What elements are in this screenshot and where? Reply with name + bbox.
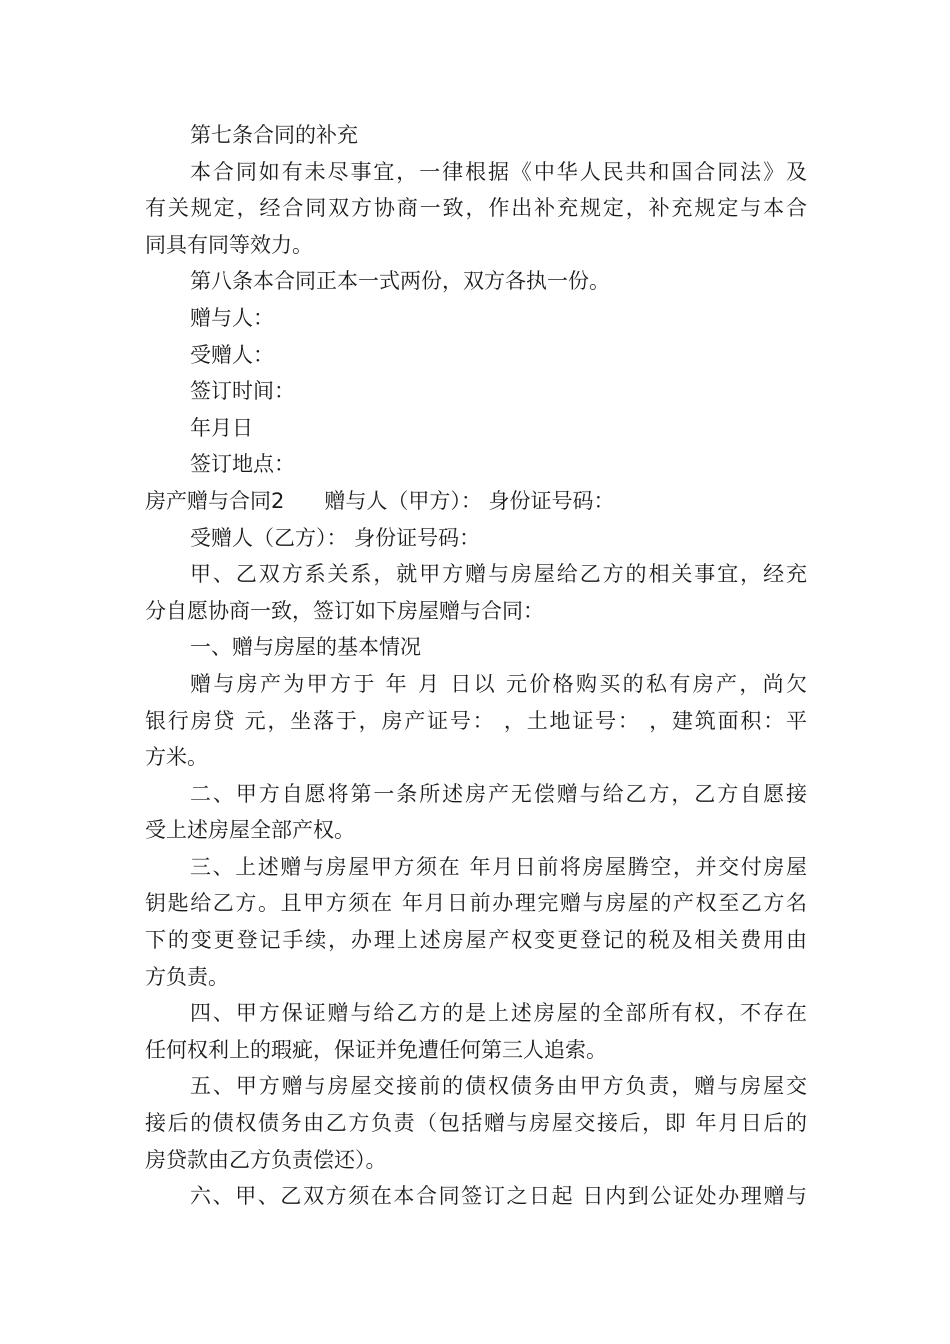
text-line bbox=[145, 117, 807, 154]
line-text: 房贷款由乙方负责偿还）。 bbox=[145, 1147, 387, 1172]
text-line bbox=[145, 1032, 807, 1069]
text-line bbox=[145, 263, 807, 300]
line-text: 签订地点： bbox=[190, 452, 295, 477]
text-line bbox=[145, 154, 807, 191]
text-line bbox=[145, 1178, 807, 1215]
text-line bbox=[145, 410, 807, 447]
line-text-continued: 赠与人（甲方）： 身份证号码： bbox=[324, 488, 615, 513]
text-line bbox=[145, 337, 807, 374]
text-line bbox=[145, 922, 807, 959]
text-line bbox=[145, 373, 807, 410]
line-text: 受赠人（乙方）： 身份证号码： bbox=[190, 525, 481, 550]
line-text: 银行房贷 元，坐落于，房产证号： ，土地证号： ，建筑面积：平 bbox=[145, 708, 807, 733]
line-text: 接后的债权债务由乙方负责（包括赠与房屋交接后，即 年月日后的 bbox=[145, 1111, 807, 1136]
line-text: 有关规定，经合同双方协商一致，作出补充规定，补充规定与本合 bbox=[145, 196, 807, 221]
line-text: 下的变更登记手续，办理上述房屋产权变更登记的税及相关费用由 bbox=[145, 928, 807, 953]
text-line bbox=[145, 483, 807, 520]
text-line bbox=[145, 776, 807, 813]
text-line bbox=[145, 556, 807, 593]
line-text: 钥匙给乙方。且甲方须在 年月日前办理完赠与房屋的产权至乙方名 bbox=[145, 891, 807, 916]
text-line bbox=[145, 739, 807, 776]
line-text: 方负责。 bbox=[145, 964, 229, 989]
line-text: 一、赠与房屋的基本情况 bbox=[190, 635, 421, 660]
line-text: 赠与人： bbox=[190, 305, 274, 330]
text-line bbox=[145, 227, 807, 264]
text-line bbox=[145, 885, 807, 922]
line-text: 受上述房屋全部产权。 bbox=[145, 818, 355, 843]
line-text: 二、甲方自愿将第一条所述房产无偿赠与给乙方，乙方自愿接 bbox=[190, 781, 807, 806]
text-line bbox=[145, 1068, 807, 1105]
text-line bbox=[145, 849, 807, 886]
text-line bbox=[145, 190, 807, 227]
document-page bbox=[145, 117, 807, 1215]
text-line bbox=[145, 629, 807, 666]
line-text: 六、甲、乙双方须在本合同签订之日起 日内到公证处办理赠与 bbox=[190, 1184, 807, 1209]
line-text: 同具有同等效力。 bbox=[145, 232, 313, 257]
text-line bbox=[145, 1142, 807, 1179]
line-text: 三、上述赠与房屋甲方须在 年月日前将房屋腾空，并交付房屋 bbox=[190, 854, 807, 879]
line-text: 赠与房产为甲方于 年 月 日以 元价格购买的私有房产，尚欠 bbox=[190, 671, 807, 696]
text-line bbox=[145, 666, 807, 703]
text-line bbox=[145, 703, 807, 740]
line-text: 受赠人： bbox=[190, 342, 274, 367]
text-line bbox=[145, 959, 807, 996]
line-text: 四、甲方保证赠与给乙方的是上述房屋的全部所有权，不存在 bbox=[190, 1001, 807, 1026]
text-line bbox=[145, 593, 807, 630]
text-line bbox=[145, 446, 807, 483]
line-text: 本合同如有未尽事宜，一律根据《中华人民共和国合同法》及 bbox=[190, 159, 807, 184]
line-text: 房产赠与合同2 bbox=[145, 488, 285, 513]
line-text: 签订时间： bbox=[190, 379, 295, 404]
line-text: 五、甲方赠与房屋交接前的债权债务由甲方负责，赠与房屋交 bbox=[190, 1074, 807, 1099]
text-line bbox=[145, 1105, 807, 1142]
line-text: 方米。 bbox=[145, 745, 208, 770]
text-line bbox=[145, 300, 807, 337]
line-text: 第七条合同的补充 bbox=[190, 123, 358, 147]
line-text: 第八条本合同正本一式两份，双方各执一份。 bbox=[190, 269, 610, 294]
text-line bbox=[145, 520, 807, 557]
text-line bbox=[145, 812, 807, 849]
line-text: 分自愿协商一致，签订如下房屋赠与合同： bbox=[145, 598, 544, 623]
line-text: 甲、乙双方系关系，就甲方赠与房屋给乙方的相关事宜，经充 bbox=[190, 562, 807, 587]
text-line bbox=[145, 995, 807, 1032]
line-text: 任何权利上的瑕疵，保证并免遭任何第三人追索。 bbox=[145, 1037, 607, 1062]
line-text: 年月日 bbox=[190, 415, 253, 440]
